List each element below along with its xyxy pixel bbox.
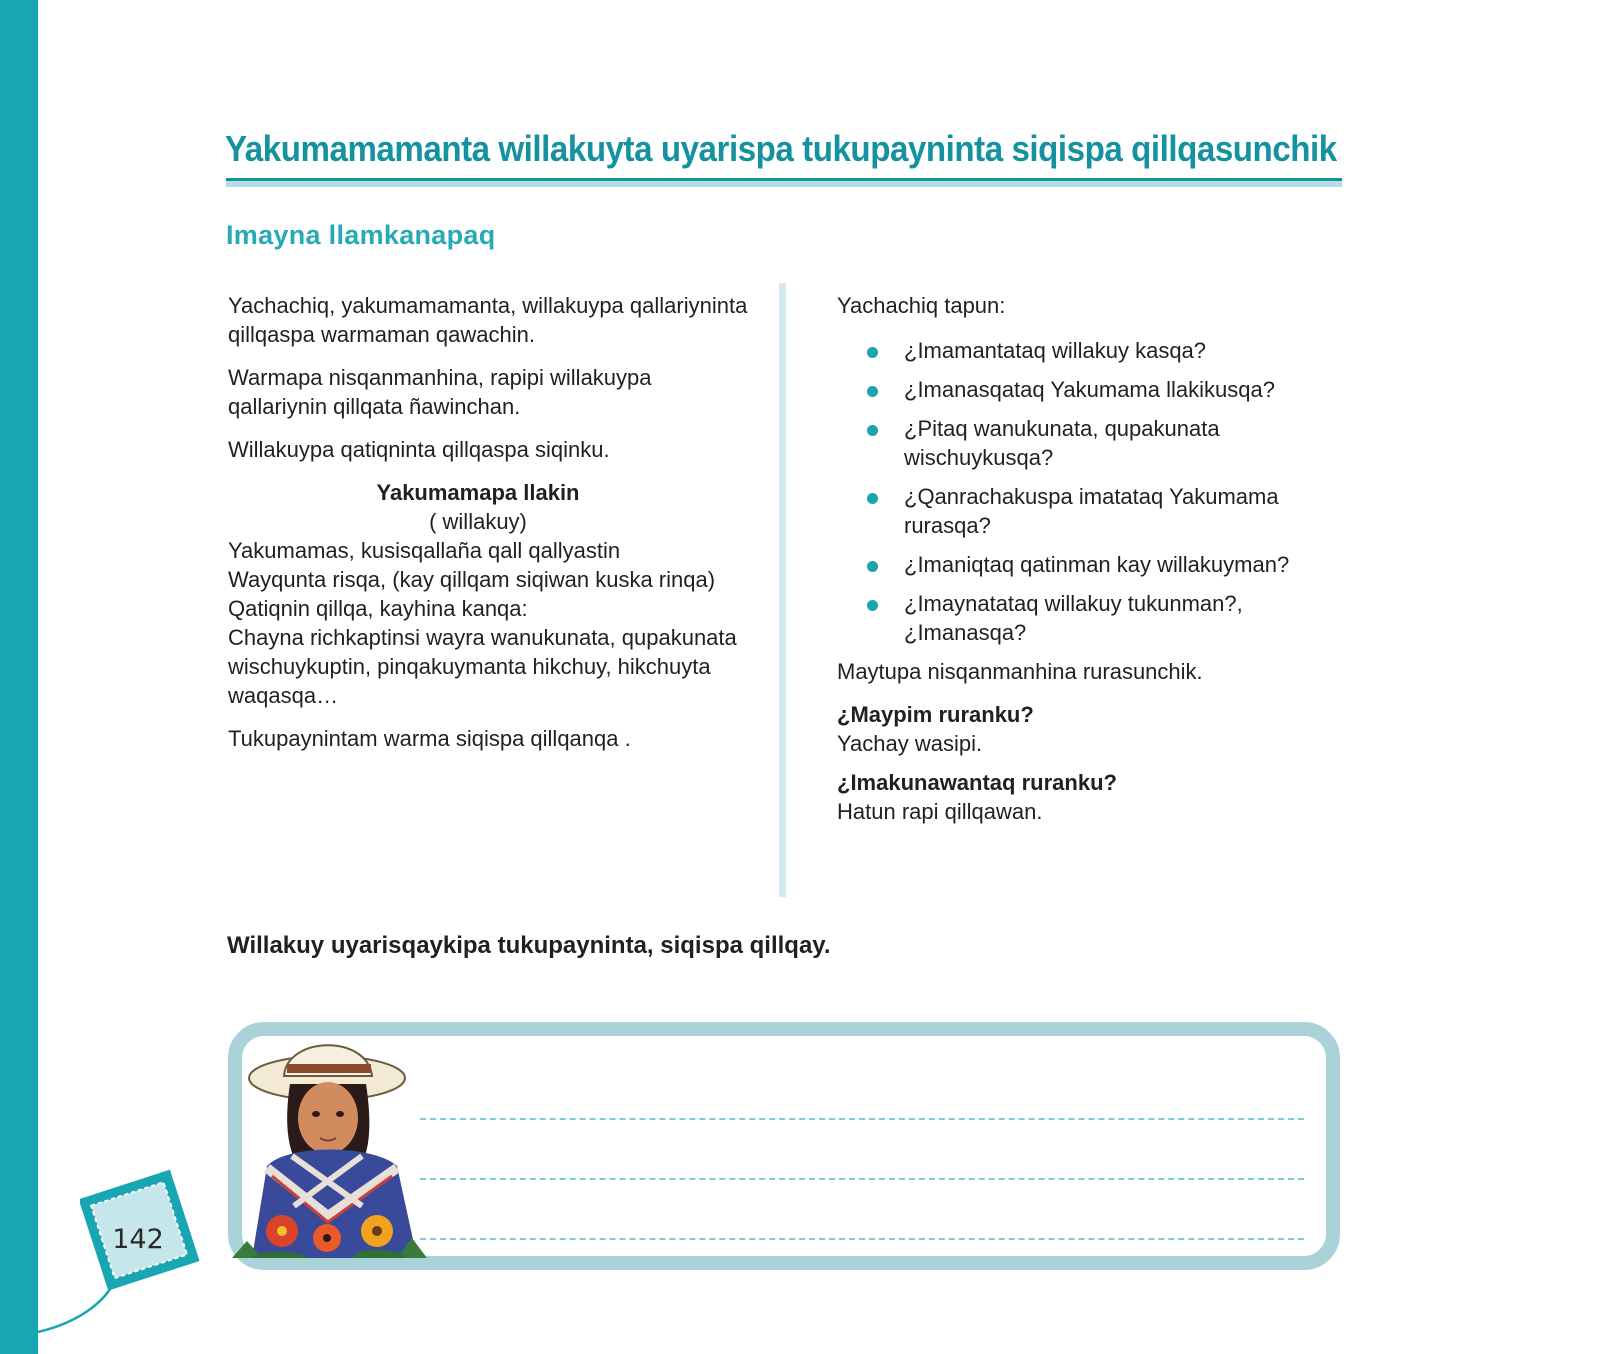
story-title: Yakumamapa llakin <box>376 480 580 505</box>
story-excerpt <box>228 478 748 710</box>
bullet-icon <box>867 347 878 358</box>
story-line: Wayqunta risqa, (kay qillqam siqiwan kuska rinqa) <box>228 567 716 592</box>
materials-question: ¿Imakunawantaq ruranku? <box>837 770 1117 795</box>
paragraph-2: Warmapa nisqanmanhina, rapipi willakuypa qallariynin qillqata ñawinchan. <box>228 365 652 419</box>
list-item: ¿Imaynatataq willakuy tukunman?, ¿Imanasqa? <box>867 589 1357 647</box>
where-answer: Yachay wasipi. <box>837 731 983 756</box>
materials-block <box>837 768 1357 826</box>
writing-instruction: Willakuy uyarisqaykipa tukupayninta, siqispa qillqay. <box>227 932 831 959</box>
story-line: Qatiqnin qillqa, kayhina kanqa: <box>228 596 528 621</box>
bullet-icon <box>867 561 878 572</box>
story-line: Yakumamas, kusisqallaña qall qallyastin <box>228 538 621 563</box>
section-subtitle: Imayna llamkanapaq <box>226 220 496 250</box>
bullet-icon <box>867 600 878 611</box>
story-subtitle: ( willakuy) <box>429 509 527 534</box>
writing-line[interactable] <box>420 1118 1304 1120</box>
bullet-icon <box>867 493 878 504</box>
title-underline-shadow <box>226 181 1342 187</box>
column-divider <box>779 283 786 897</box>
closing-note: Maytupa nisqanmanhina rurasunchik. <box>837 659 1203 684</box>
paragraph-3: Willakuypa qatiqninta qillqaspa siqinku. <box>228 437 610 462</box>
question-list <box>837 336 1357 647</box>
list-item: ¿Imamantataq willakuy kasqa? <box>867 336 1357 365</box>
bullet-icon <box>867 425 878 436</box>
list-item: ¿Imaniqtaq qatinman kay willakuyman? <box>867 550 1357 579</box>
writing-line[interactable] <box>420 1178 1304 1180</box>
paragraph-1: Yachachiq, yakumamamanta, willakuypa qallariyninta qillqaspa warmaman qawachin. <box>228 293 748 347</box>
list-item: ¿Pitaq wanukunata, qupakunata wischuykusqa? <box>867 414 1357 472</box>
page-title: Yakumamamanta willakuyta uyarispa tukupayninta siqispa qillqasunchik <box>225 128 1337 169</box>
where-block <box>837 700 1357 758</box>
bullet-icon <box>867 386 878 397</box>
right-column <box>837 291 1357 836</box>
list-item: ¿Qanrachakuspa imatataq Yakumama rurasqa? <box>867 482 1357 540</box>
paragraph-4: Tukupaynintam warma siqispa qillqanqa . <box>228 726 631 751</box>
list-item: ¿Imanasqataq Yakumama llakikusqa? <box>867 375 1357 404</box>
materials-answer: Hatun rapi qillqawan. <box>837 799 1043 824</box>
page-number: 142 <box>112 1224 164 1255</box>
girl-illustration <box>232 1026 432 1258</box>
left-column <box>228 291 748 767</box>
story-line: Chayna richkaptinsi wayra wanukunata, qupakunata wischuykuptin, pinqakuymanta hikchuy, hikchuyta waqasqa… <box>228 625 737 708</box>
writing-line[interactable] <box>420 1238 1304 1240</box>
where-question: ¿Maypim ruranku? <box>837 702 1034 727</box>
side-color-bar <box>0 0 38 1354</box>
questions-intro: Yachachiq tapun: <box>837 293 1006 318</box>
